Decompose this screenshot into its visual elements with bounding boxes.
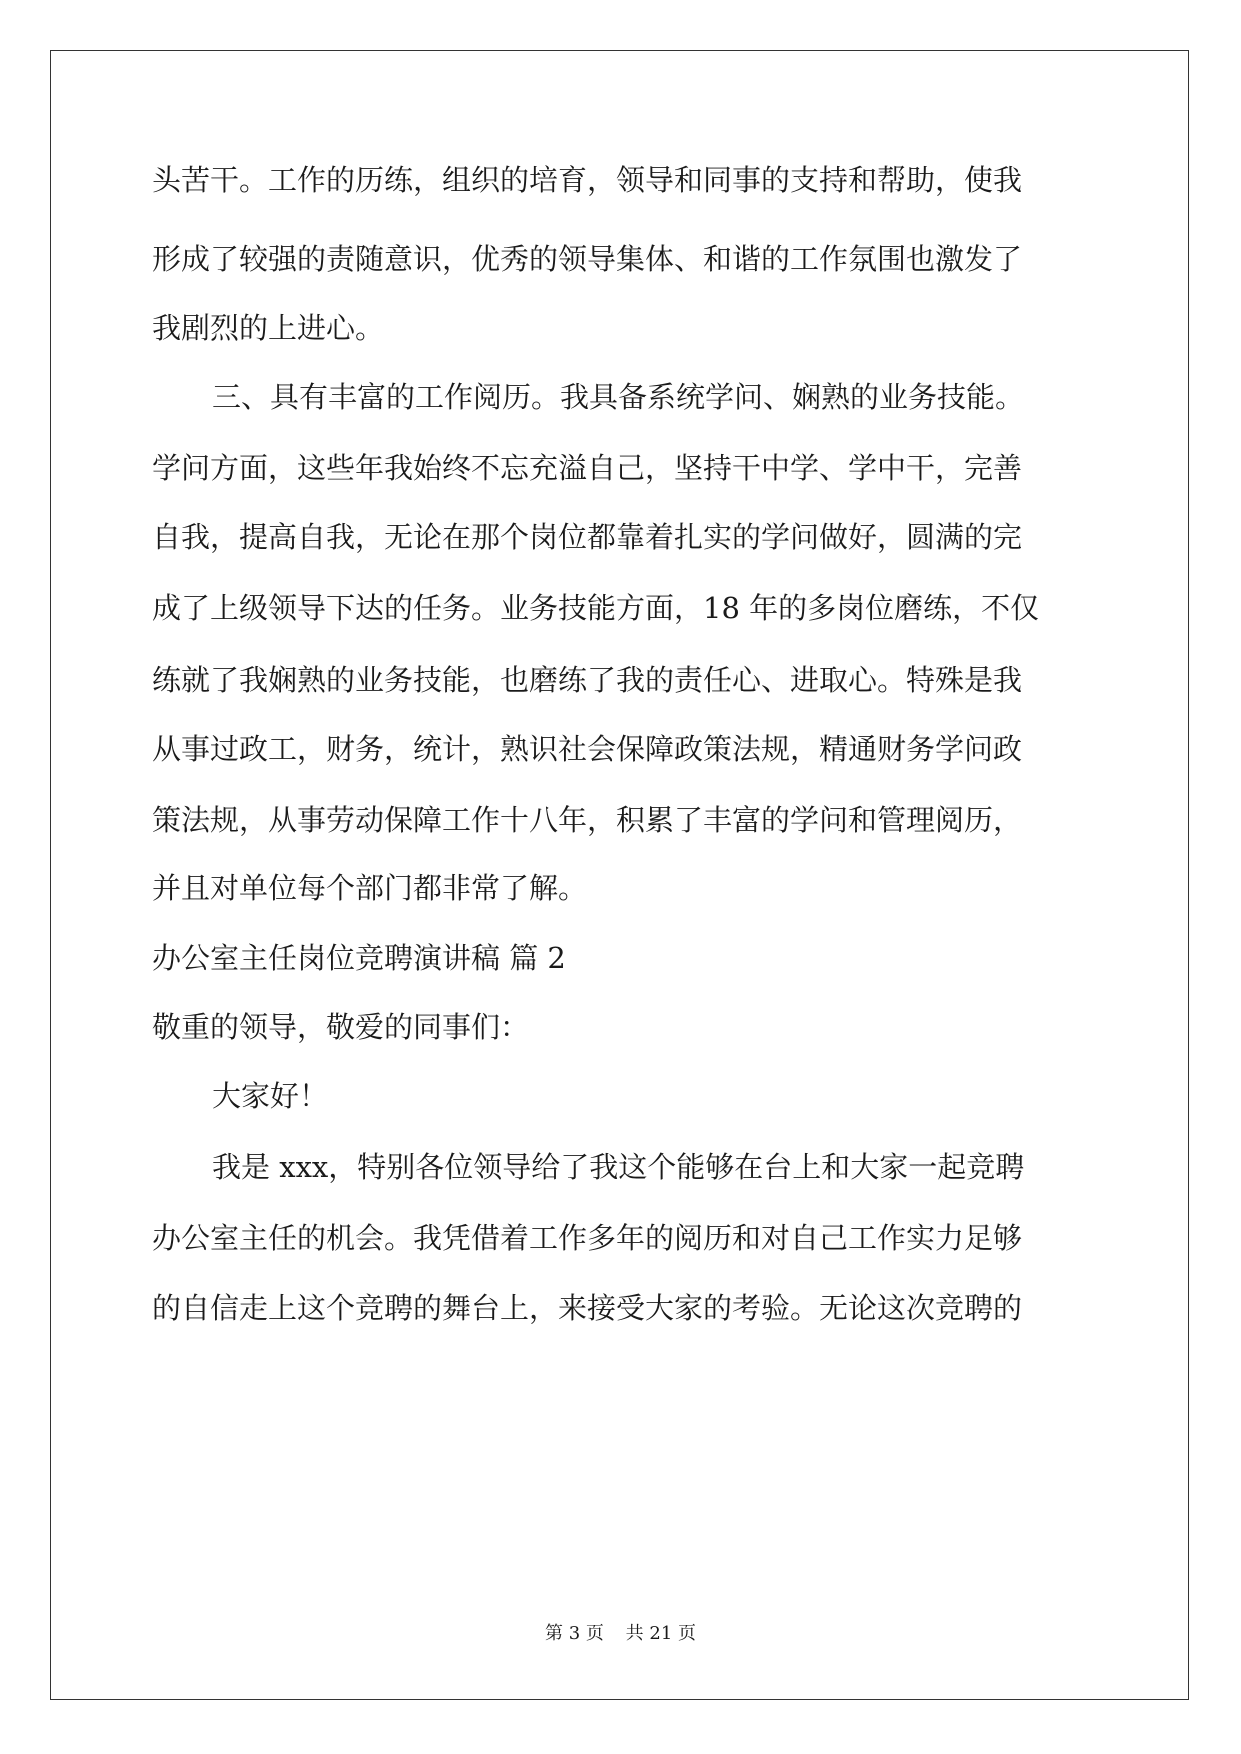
paragraph-line: 我剧烈的上进心。 <box>152 311 385 345</box>
paragraph-line: 办公室主任的机会。我凭借着工作多年的阅历和对自己工作实力足够 <box>152 1221 1023 1255</box>
paragraph-line: 策法规，从事劳动保障工作十八年，积累了丰富的学问和管理阅历， <box>152 803 1023 837</box>
page-number: 第 3 页 <box>545 1623 604 1644</box>
page-total: 共 21 页 <box>625 1623 696 1644</box>
page-footer <box>0 1619 1241 1645</box>
paragraph-line: 头苦干。工作的历练，组织的培育，领导和同事的支持和帮助，使我 <box>152 163 1023 197</box>
paragraph-line: 三、具有丰富的工作阅历。我具备系统学问、娴熟的业务技能。 <box>212 380 1025 414</box>
paragraph-line: 成了上级领导下达的任务。业务技能方面，18 年的多岗位磨练，不仅 <box>152 591 1040 625</box>
paragraph-line: 学问方面，这些年我始终不忘充溢自己，坚持干中学、学中干，完善 <box>152 451 1023 485</box>
paragraph-line: 自我，提高自我，无论在那个岗位都靠着扎实的学问做好，圆满的完 <box>152 520 1023 554</box>
paragraph-line: 的自信走上这个竞聘的舞台上，来接受大家的考验。无论这次竞聘的 <box>152 1291 1023 1325</box>
paragraph-line: 练就了我娴熟的业务技能，也磨练了我的责任心、进取心。特殊是我 <box>152 663 1023 697</box>
salutation: 敬重的领导，敬爱的同事们： <box>152 1010 530 1044</box>
paragraph-line: 并且对单位每个部门都非常了解。 <box>152 871 588 905</box>
paragraph-line: 我是 xxx，特别各位领导给了我这个能够在台上和大家一起竞聘 <box>212 1150 1025 1184</box>
greeting: 大家好！ <box>212 1079 329 1113</box>
paragraph-line: 从事过政工，财务，统计，熟识社会保障政策法规，精通财务学问政 <box>152 732 1023 766</box>
paragraph-line: 形成了较强的责随意识，优秀的领导集体、和谐的工作氛围也激发了 <box>152 242 1023 276</box>
section-heading: 办公室主任岗位竞聘演讲稿 篇 2 <box>152 941 566 975</box>
